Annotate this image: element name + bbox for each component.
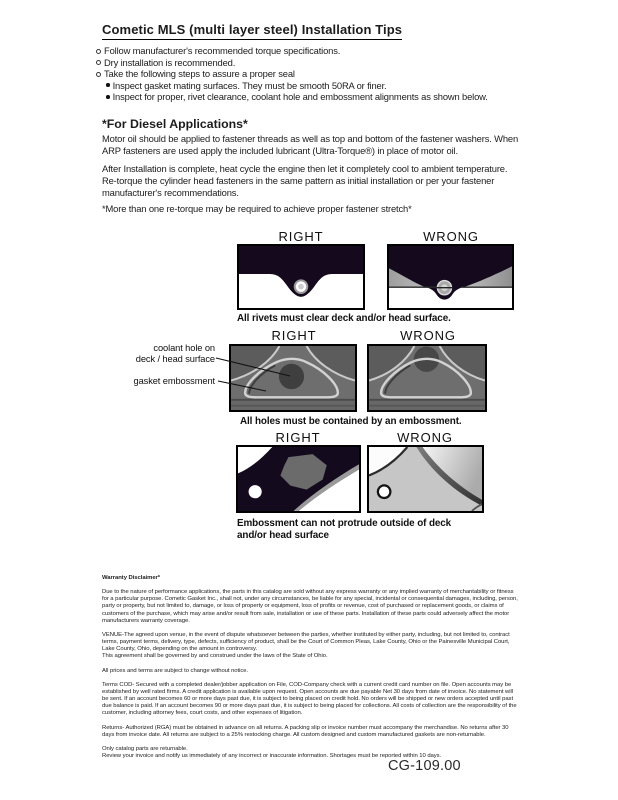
- warranty-heading: Warranty Disclaimer*: [102, 575, 161, 581]
- embossment-wrong-label: WRONG: [397, 430, 453, 445]
- rivets-wrong-panel: [387, 244, 514, 310]
- warranty-venue: VENUE-The agreed upon venue, in the event of dispute whatsoever between the parties, whether instituted by either party, including, but not limited to, contract terms, payment terms, delivery, type, defects, sufficiency of product, shall be the Court of Common Pleas, Lake County, Ohio or the Painesville Municipal Court, Lake County, Ohio, depending on the amount in controversy.: [102, 631, 510, 653]
- page-title: Cometic MLS (multi layer steel) Installation Tips: [102, 22, 402, 40]
- diesel-paragraph-3: *More than one re-torque may be required to achieve proper fastener stretch*: [102, 203, 412, 214]
- tip-text: Dry installation is recommended.: [104, 56, 236, 68]
- filled-bullet-icon: [106, 83, 110, 87]
- embossment-right-label: RIGHT: [275, 430, 321, 445]
- warranty-governed: This agreement shall be governed by and construed under the laws of the State of Ohio.: [102, 653, 328, 660]
- warranty-prices: All prices and terms are subject to change without notice.: [102, 667, 249, 674]
- rivets-caption: All rivets must clear deck and/or head surface.: [237, 313, 451, 324]
- tip-text: Follow manufacturer's recommended torque specifications.: [104, 45, 341, 56]
- rivets-wrong-label: WRONG: [423, 229, 479, 244]
- list-item: [96, 57, 526, 69]
- warranty-terms: Terms COD- Secured with a completed dealer/jobber application on File, COD-Company check with a current credit card number on file. Open accounts may be established by well rated firms. A credit application is available upon request. Open accounts are due payable Net 30 days from date of invoice. No statement will be sent. If an account becomes 60 or more days past due, it is subject to being placed on credit hold. No orders will be shipped or new orders accepted until past due balance is paid. If an account becomes 90 or more days past due, it is subject to being placed for collections. All costs of collection are the responsibility of the customer, including attorney fees, court costs, and other expenses of litigation.: [102, 681, 517, 717]
- list-item: [96, 68, 526, 80]
- embossment-protruding-diagram: [369, 447, 482, 511]
- diesel-paragraph-2: After Installation is complete, heat cycle the engine then let it completely cool to ambient temperature. Re-torque the cylinder head fasteners in the same pattern as initial installation or per your fastener manufacturer's recommendations.: [102, 163, 508, 198]
- list-item: [106, 80, 526, 92]
- filled-bullet-icon: [106, 95, 110, 99]
- tip-text: Take the following steps to assure a proper seal: [104, 68, 295, 80]
- page-code: CG-109.00: [388, 758, 461, 774]
- hole-outside-embossment-diagram: [369, 346, 485, 410]
- rivet-touching-diagram: [389, 246, 512, 308]
- embossment-caption: [237, 518, 497, 542]
- open-bullet-icon: [96, 72, 101, 77]
- coolant-hole-label: [100, 343, 215, 365]
- coolant-hole-label-line1: coolant hole on: [153, 343, 215, 353]
- diesel-applications-heading: *For Diesel Applications*: [102, 117, 248, 131]
- holes-right-panel: [229, 344, 357, 412]
- holes-wrong-panel: [367, 344, 487, 412]
- holes-right-label: RIGHT: [271, 328, 317, 343]
- rivets-right-panel: [237, 244, 365, 310]
- warranty-catalog: Only catalog parts are returnable.: [102, 745, 188, 752]
- warranty-review: Review your invoice and notify us immediately of any incorrect or inaccurate information. Shortages must be reported within 10 days.: [102, 752, 442, 759]
- hole-inside-embossment-diagram: [231, 346, 355, 410]
- diesel-paragraph-1: Motor oil should be applied to fastener threads as well as top and bottom of the fastener washers. When ARP fasteners are used apply the included lubricant (Ultra-Torque®) in place of motor oil.: [102, 133, 519, 156]
- warranty-disclaimer: [102, 575, 518, 760]
- embossment-wrong-panel: [367, 445, 484, 513]
- coolant-hole-label-line2: deck / head surface: [135, 353, 215, 364]
- list-item: [96, 45, 526, 57]
- rivets-right-label: RIGHT: [278, 229, 324, 244]
- warranty-returns: Returns- Authorized (RGA) must be obtained in advance on all returns. A packing slip or invoice number must accompany the merchandise. No returns after 30 days from invoice date. All returns are subject to a 25% restocking charge. All custom designed and custom manufactured gaskets are non-returnable.: [102, 724, 509, 738]
- gasket-embossment-label: gasket embossment: [133, 376, 215, 386]
- holes-caption: All holes must be contained by an embossment.: [240, 416, 462, 427]
- list-item: [106, 91, 526, 103]
- open-bullet-icon: [96, 49, 101, 54]
- embossment-caption-line1: Embossment can not protrude outside of deck: [237, 518, 452, 529]
- embossment-caption-line2: and/or head surface: [237, 530, 329, 541]
- embossment-right-panel: [236, 445, 361, 513]
- tip-text: Inspect gasket mating surfaces. They must be smooth 50RA or finer.: [112, 79, 387, 91]
- tip-text: Inspect for proper, rivet clearance, coolant hole and embossment alignments as shown below.: [112, 91, 488, 103]
- open-bullet-icon: [96, 60, 101, 65]
- embossment-contained-diagram: [238, 447, 359, 511]
- warranty-liability: Due to the nature of performance applications, the parts in this catalog are sold without any express warranty or any implied warranty of merchantability or fitness for a particular purpose. Cometic Gasket Inc., shall not, under any circumstances, be liable for any special, incidental or consequential damages, including, person, party or property, but not limited to, damage, or loss of property or equipment, loss of profits or revenue, cost of purchased or replacement goods, or claims of customers of the purchase, which may arise and/or result from sale, installation or use of these parts. Installation of these parts could adversely affect the motor manufacturers warranty coverage.: [102, 589, 518, 624]
- holes-wrong-label: WRONG: [400, 328, 456, 343]
- rivet-clear-diagram: [239, 246, 363, 308]
- installation-tips-list: [96, 45, 526, 103]
